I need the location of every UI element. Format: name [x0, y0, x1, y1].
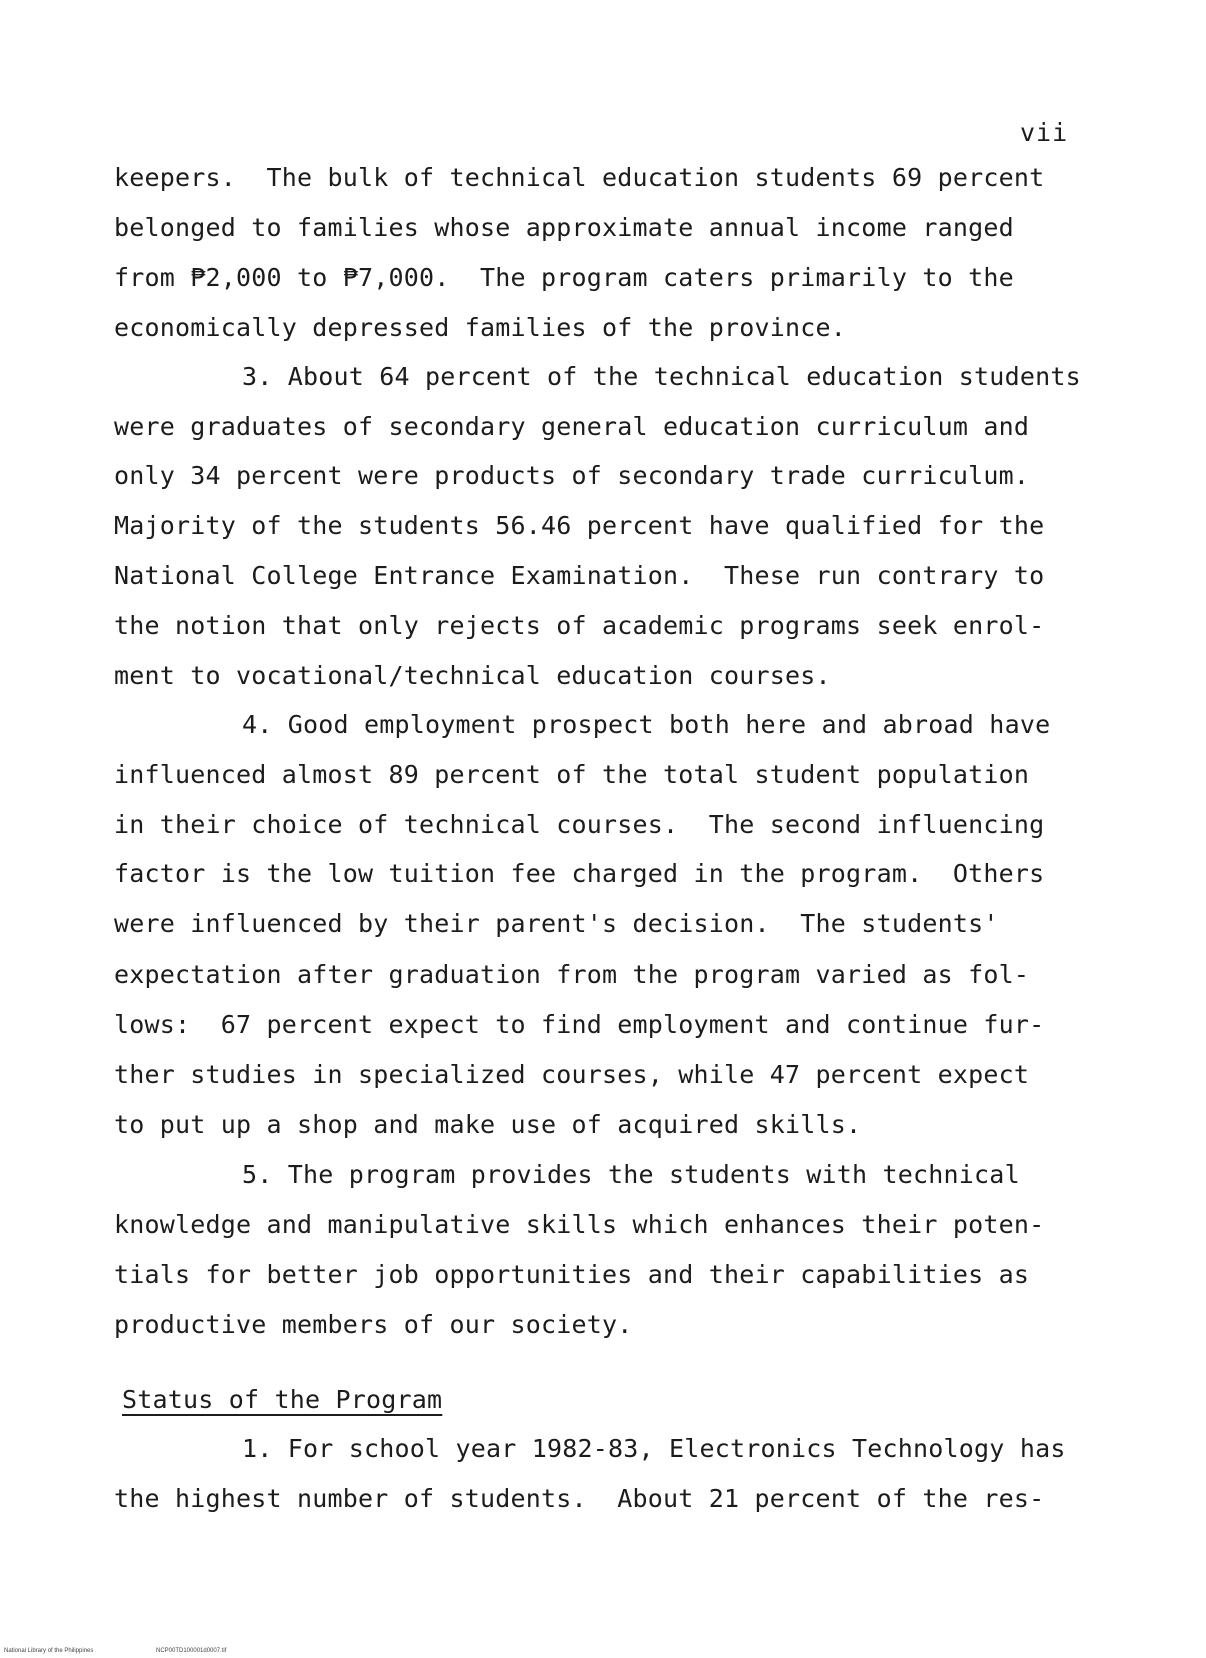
text-line: factor is the low tuition fee charged in the program. Others	[114, 859, 1045, 888]
text-line: lows: 67 percent expect to find employment and continue fur-	[114, 1010, 1045, 1039]
text-line: from ₱2,000 to ₱7,000. The program caters primarily to the	[114, 263, 1014, 292]
text-line: economically depressed families of the province.	[114, 313, 847, 342]
footer-file-code: NCP00TD100001d0007.tif	[156, 1648, 227, 1654]
section-heading: Status of the Program	[122, 1385, 443, 1414]
text-line: in their choice of technical courses. The second influencing	[114, 810, 1045, 839]
text-line: the highest number of students. About 21 percent of the res-	[114, 1484, 1045, 1513]
paragraph-3-start: 3. About 64 percent of the technical education students	[242, 362, 1081, 391]
footer-library: National Library of the Philippines	[4, 1648, 94, 1654]
text-line: expectation after graduation from the program varied as fol-	[114, 960, 1030, 989]
paragraph-4-start: 4. Good employment prospect both here and abroad have	[242, 710, 1051, 739]
text-line: ther studies in specialized courses, while 47 percent expect	[114, 1060, 1030, 1089]
paragraph-5-start: 5. The program provides the students with technical	[242, 1160, 1020, 1189]
text-line: Majority of the students 56.46 percent have qualified for the	[114, 511, 1045, 540]
text-line: influenced almost 89 percent of the total student population	[114, 760, 1030, 789]
text-line: belonged to families whose approximate annual income ranged	[114, 213, 1014, 242]
text-line: productive members of our society.	[114, 1310, 633, 1339]
text-line: only 34 percent were products of secondary trade curriculum.	[114, 461, 1030, 490]
text-line: keepers. The bulk of technical education students 69 percent	[114, 163, 1045, 192]
text-line: to put up a shop and make use of acquired skills.	[114, 1110, 862, 1139]
section-paragraph-1-start: 1. For school year 1982-83, Electronics Technology has	[242, 1434, 1066, 1463]
text-line: knowledge and manipulative skills which enhances their poten-	[114, 1210, 1045, 1239]
text-line: the notion that only rejects of academic programs seek enrol-	[114, 611, 1045, 640]
text-line: were graduates of secondary general education curriculum and	[114, 412, 1030, 441]
text-line: ment to vocational/technical education courses.	[114, 661, 831, 690]
text-line: National College Entrance Examination. These run contrary to	[114, 561, 1045, 590]
text-line: tials for better job opportunities and their capabilities as	[114, 1260, 1030, 1289]
page-number: vii	[1020, 118, 1069, 147]
text-line: were influenced by their parent's decision. The students'	[114, 909, 999, 938]
